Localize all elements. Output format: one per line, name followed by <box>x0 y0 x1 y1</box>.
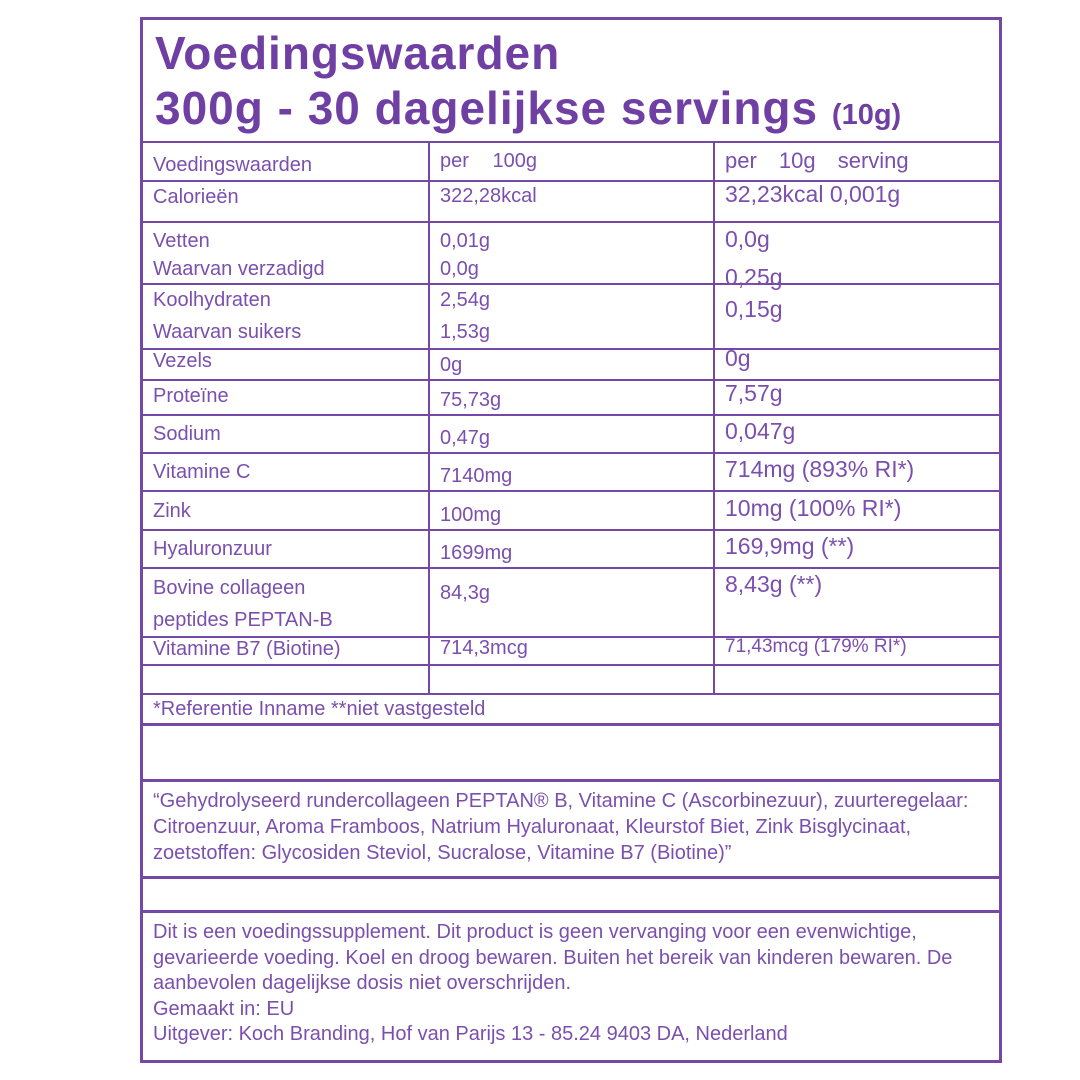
publisher-text: Uitgever: Koch Branding, Hof van Parijs 13 - 85.24 9403 DA, Nederland <box>153 1023 788 1046</box>
row-per100-line2: 0,0g <box>440 258 479 280</box>
table-row-collagen <box>143 568 999 630</box>
title-line-1: Voedingswaarden <box>155 27 561 79</box>
row-label <box>143 223 430 285</box>
row-per100-line2: 1,53g <box>440 321 491 343</box>
table-row-fiber <box>143 342 999 377</box>
row-label-line2: Waarvan suikers <box>153 321 302 343</box>
ingredients-text: “Gehydrolyseerd rundercollageen PEPTAN® B, Vitamine C (Ascorbinezuur), zuurteregelaar: Citroenzuur, Aroma Framboos, Natrium Hyaluronaat, Kleurstof Biet, Zink Bisglycinaat, zoetstoffen: Glycosiden Steviol, Sucralose, Vitamine B7 (Biotine)” <box>143 782 999 879</box>
row-label: Vitamine B7 (Biotine) <box>143 630 430 666</box>
row-serving: 71,43mcg (179% RI*) <box>715 630 999 666</box>
row-label-line1: Bovine collageen <box>153 577 306 599</box>
row-serving: 8,43g (**) <box>715 568 999 638</box>
row-per100: 0,47g <box>430 415 715 454</box>
row-label-line1: Koolhydraten <box>153 289 271 311</box>
made-in-text: Gemaakt in: EU <box>153 997 295 1020</box>
row-per100 <box>430 280 715 350</box>
row-serving <box>715 663 999 695</box>
header-col-name: Voedingswaarden <box>143 143 430 182</box>
row-per100-line1: 2,54g <box>440 289 491 311</box>
table-row-vitamin-c <box>143 453 999 492</box>
row-serving <box>715 264 999 350</box>
row-per100: 1699mg <box>430 530 715 569</box>
header-col-per100g: per 100g <box>430 143 715 182</box>
row-label: Sodium <box>143 415 430 454</box>
title-line-2 <box>155 80 999 138</box>
row-per100: 322,28kcal <box>430 178 715 223</box>
table-row-calories <box>143 178 999 223</box>
title-serving-size: (10g) <box>831 99 902 132</box>
row-per100: 714,3mcg <box>430 630 715 666</box>
reference-intake-footnote: *Referentie Inname **niet vastgesteld <box>143 695 999 726</box>
row-label: Hyaluronzuur <box>143 530 430 569</box>
row-label-line2: Waarvan verzadigd <box>153 258 325 280</box>
row-serving: 7,57g <box>715 377 999 416</box>
row-label-line2: peptides PEPTAN-B <box>153 609 333 631</box>
row-per100: 100mg <box>430 492 715 531</box>
row-label: Proteïne <box>143 377 430 416</box>
row-serving: 10mg (100% RI*) <box>715 492 999 531</box>
row-label: Vitamine C <box>143 453 430 492</box>
table-header-row <box>143 143 999 178</box>
title-servings-text: 300g - 30 dagelijkse servings <box>155 82 819 135</box>
row-serving: 0,047g <box>715 415 999 454</box>
row-per100: 7140mg <box>430 453 715 492</box>
row-serving: 0g <box>715 342 999 381</box>
row-per100: 84,3g <box>430 568 715 638</box>
row-label <box>143 280 430 350</box>
row-serving: 0,0g <box>715 223 999 285</box>
row-label: Zink <box>143 492 430 531</box>
empty-section <box>143 726 999 782</box>
table-row-protein <box>143 377 999 415</box>
row-label-line1: Vetten <box>153 230 210 252</box>
row-label: Calorieën <box>143 178 430 223</box>
row-serving-line1: 0,25g <box>725 264 783 290</box>
row-serving-line2: 0,15g <box>725 295 783 322</box>
nutrition-label <box>140 17 1002 1063</box>
row-per100: 75,73g <box>430 377 715 416</box>
row-serving: 169,9mg (**) <box>715 530 999 569</box>
table-row-sodium <box>143 415 999 453</box>
empty-section-2 <box>143 879 999 913</box>
row-label: Vezels <box>143 342 430 381</box>
row-per100 <box>430 663 715 695</box>
table-row-biotin <box>143 630 999 663</box>
row-label <box>143 568 430 638</box>
label-title <box>143 20 999 143</box>
table-row-hyaluronic-acid <box>143 530 999 568</box>
row-serving: 714mg (893% RI*) <box>715 453 999 492</box>
disclaimer-section <box>143 913 999 1048</box>
row-per100 <box>430 223 715 285</box>
row-per100-line1: 0,01g <box>440 230 491 252</box>
table-row-zinc <box>143 492 999 530</box>
row-label <box>143 663 430 695</box>
header-col-per-serving: per 10g serving <box>715 143 999 182</box>
row-serving: 32,23kcal 0,001g <box>715 178 999 223</box>
table-row-empty <box>143 663 999 695</box>
row-per100: 0g <box>430 342 715 381</box>
disclaimer-paragraph: Dit is een voedingssupplement. Dit product is geen vervanging voor een evenwichtige, gevarieerde voeding. Koel en droog bewaren. Buiten het bereik van kinderen bewaren. De aanbevolen dagelijkse dosis niet overschrijden. <box>153 921 953 995</box>
